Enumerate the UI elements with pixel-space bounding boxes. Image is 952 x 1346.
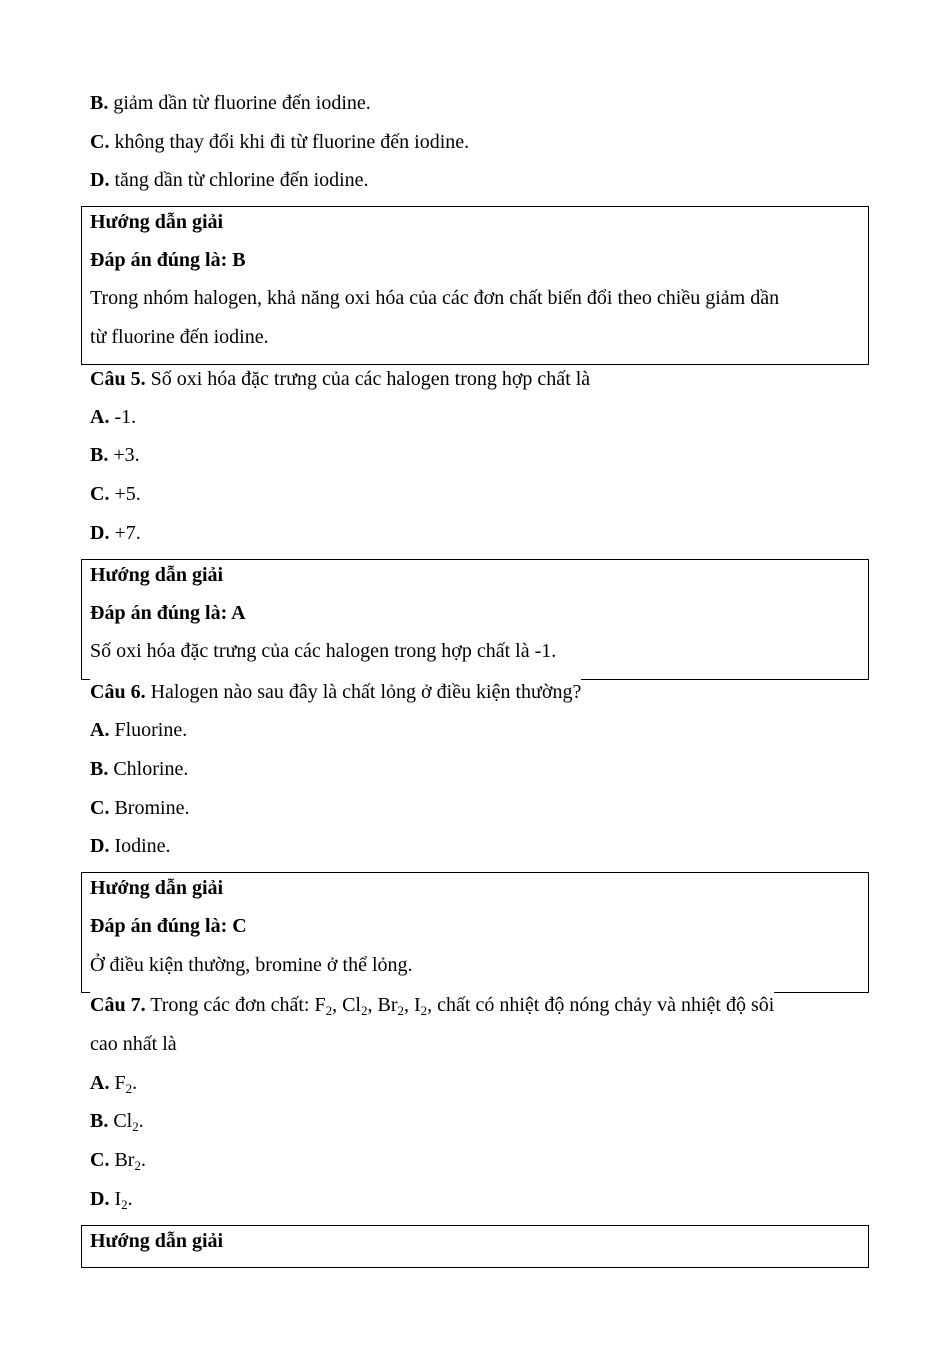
solution-text: Ở điều kiện thường, bromine ở thể lỏng. bbox=[90, 954, 413, 976]
q6-option-b: B. Chlorine. bbox=[90, 758, 189, 780]
q4-option-b: B. giảm dần từ fluorine đến iodine. bbox=[90, 92, 371, 114]
q6-option-d: D. Iodine. bbox=[90, 835, 171, 857]
q7-option-b: B. $Cl_2$. bbox=[90, 1110, 144, 1134]
question-7: Câu 7. Trong các đơn chất: $F_2$, $Cl_2$, $Br_2$, $I_2$, chất có nhiệt độ nóng chảy và nhiệt độ sôi bbox=[90, 991, 774, 1019]
q7-option-a: A. $F_2$. bbox=[90, 1072, 138, 1096]
solution-text: từ fluorine đến iodine. bbox=[90, 326, 269, 348]
q5-option-a: A. -1. bbox=[90, 406, 137, 428]
solution-heading: Hướng dẫn giải bbox=[90, 877, 224, 899]
solution-text: Số oxi hóa đặc trưng của các halogen trong hợp chất là -1. bbox=[90, 640, 557, 662]
solution-heading: Hướng dẫn giải bbox=[90, 211, 224, 233]
q6-option-a: A. Fluorine. bbox=[90, 719, 188, 741]
q5-option-d: D. +7. bbox=[90, 522, 141, 544]
q4-option-d: D. tăng dần từ chlorine đến iodine. bbox=[90, 169, 369, 191]
solution-heading: Hướng dẫn giải bbox=[90, 1230, 224, 1252]
question-6: Câu 6. Halogen nào sau đây là chất lỏng ở điều kiện thường? bbox=[90, 678, 581, 706]
q6-option-c: C. Bromine. bbox=[90, 797, 190, 819]
solution-text: Trong nhóm halogen, khả năng oxi hóa của các đơn chất biến đổi theo chiều giảm dần bbox=[90, 287, 780, 309]
q4-option-c: C. không thay đổi khi đi từ fluorine đến iodine. bbox=[90, 131, 470, 153]
solution-answer: Đáp án đúng là: B bbox=[90, 249, 246, 271]
q5-option-b: B. +3. bbox=[90, 444, 140, 466]
solution-answer: Đáp án đúng là: A bbox=[90, 602, 246, 624]
solution-answer: Đáp án đúng là: C bbox=[90, 915, 247, 937]
q5-option-c: C. +5. bbox=[90, 483, 141, 505]
q7-option-d: D. $I_2$. bbox=[90, 1188, 133, 1212]
question-7-continued: cao nhất là bbox=[90, 1033, 177, 1055]
question-5: Câu 5. Số oxi hóa đặc trưng của các halogen trong hợp chất là bbox=[90, 368, 591, 390]
solution-heading: Hướng dẫn giải bbox=[90, 564, 224, 586]
q7-option-c: C. $Br_2$. bbox=[90, 1149, 146, 1173]
